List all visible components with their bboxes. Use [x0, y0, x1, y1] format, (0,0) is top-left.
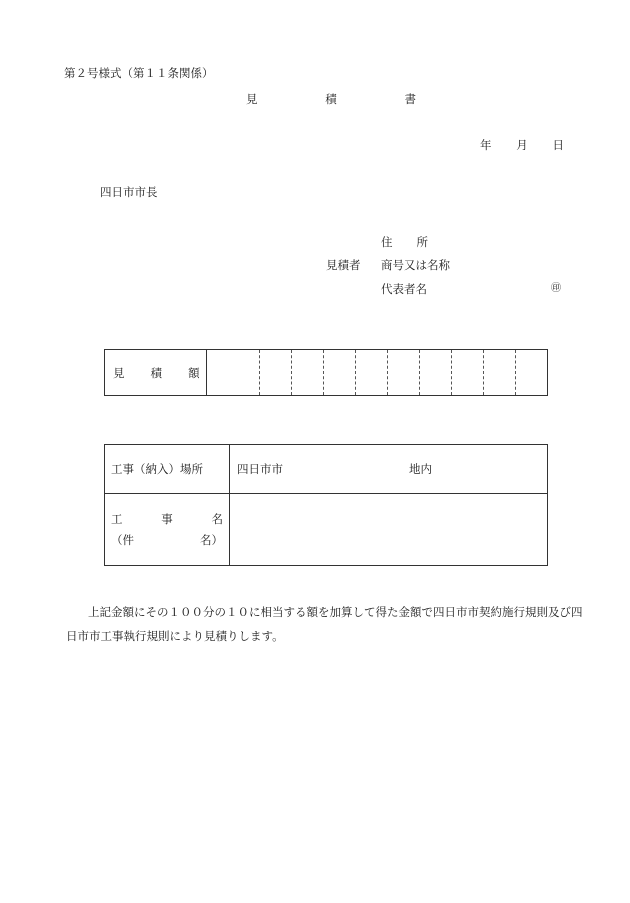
address-label	[381, 237, 428, 249]
form-number: 第２号様式（第１１条関係）	[64, 66, 214, 80]
work-place-value-cell[interactable]	[230, 445, 548, 494]
work-place-area: 地内	[409, 462, 432, 476]
company-name-label: 商号又は名称	[381, 258, 450, 272]
amount-row	[105, 350, 548, 396]
work-name-row	[105, 494, 548, 566]
label-char: 工	[111, 512, 123, 526]
addressee: 四日市市長	[100, 185, 158, 199]
label-char: 名	[211, 512, 223, 526]
amount-label-char: 積	[150, 365, 163, 380]
amount-digit-cell[interactable]	[206, 350, 260, 396]
work-name-label-line1	[111, 511, 223, 527]
address-char: 所	[416, 235, 428, 249]
amount-digit-cell[interactable]	[292, 350, 324, 396]
work-place-row	[105, 445, 548, 494]
amount-digit-cell[interactable]	[324, 350, 356, 396]
date-day-label: 日	[552, 138, 564, 152]
document-title	[246, 94, 416, 106]
amount-digit-cell[interactable]	[356, 350, 388, 396]
address-char: 住	[381, 235, 393, 249]
work-name-label-line2	[111, 532, 223, 548]
date-year-label: 年	[480, 138, 492, 152]
title-char: 見	[246, 92, 258, 106]
amount-label-char: 見	[113, 365, 125, 380]
seal-icon: ㊞	[551, 283, 561, 294]
amount-digit-cell[interactable]	[260, 350, 292, 396]
label-char: （件	[111, 533, 134, 547]
label-char: 事	[161, 512, 173, 526]
amount-digit-cell[interactable]	[388, 350, 420, 396]
amount-digit-cell[interactable]	[451, 350, 483, 396]
amount-digit-cell[interactable]	[483, 350, 515, 396]
declaration-text: 上記金額にその１００分の１０に相当する額を加算して得た金額で四日市市契約施行規則及び四日市市工事執行規則により見積りします。	[66, 605, 583, 643]
date-line	[480, 140, 564, 152]
label-char: 名）	[200, 533, 223, 547]
amount-label-cell	[105, 350, 207, 396]
title-char: 書	[404, 92, 416, 106]
work-place-value	[231, 461, 546, 477]
title-char: 積	[325, 92, 337, 106]
work-place-label: 工事（納入）場所	[105, 445, 230, 494]
estimate-amount-table	[104, 349, 548, 396]
work-place-city: 四日市市	[237, 462, 283, 476]
work-name-label	[105, 494, 230, 566]
amount-digit-cell[interactable]	[515, 350, 547, 396]
amount-label	[105, 365, 206, 381]
amount-digit-cell[interactable]	[420, 350, 452, 396]
date-month-label: 月	[516, 138, 528, 152]
work-info-table	[104, 444, 548, 566]
representative-label: 代表者名	[381, 282, 427, 296]
amount-label-char: 額	[188, 365, 200, 380]
work-name-value-cell[interactable]	[230, 494, 548, 566]
applicant-role-label: 見積者	[326, 258, 361, 272]
